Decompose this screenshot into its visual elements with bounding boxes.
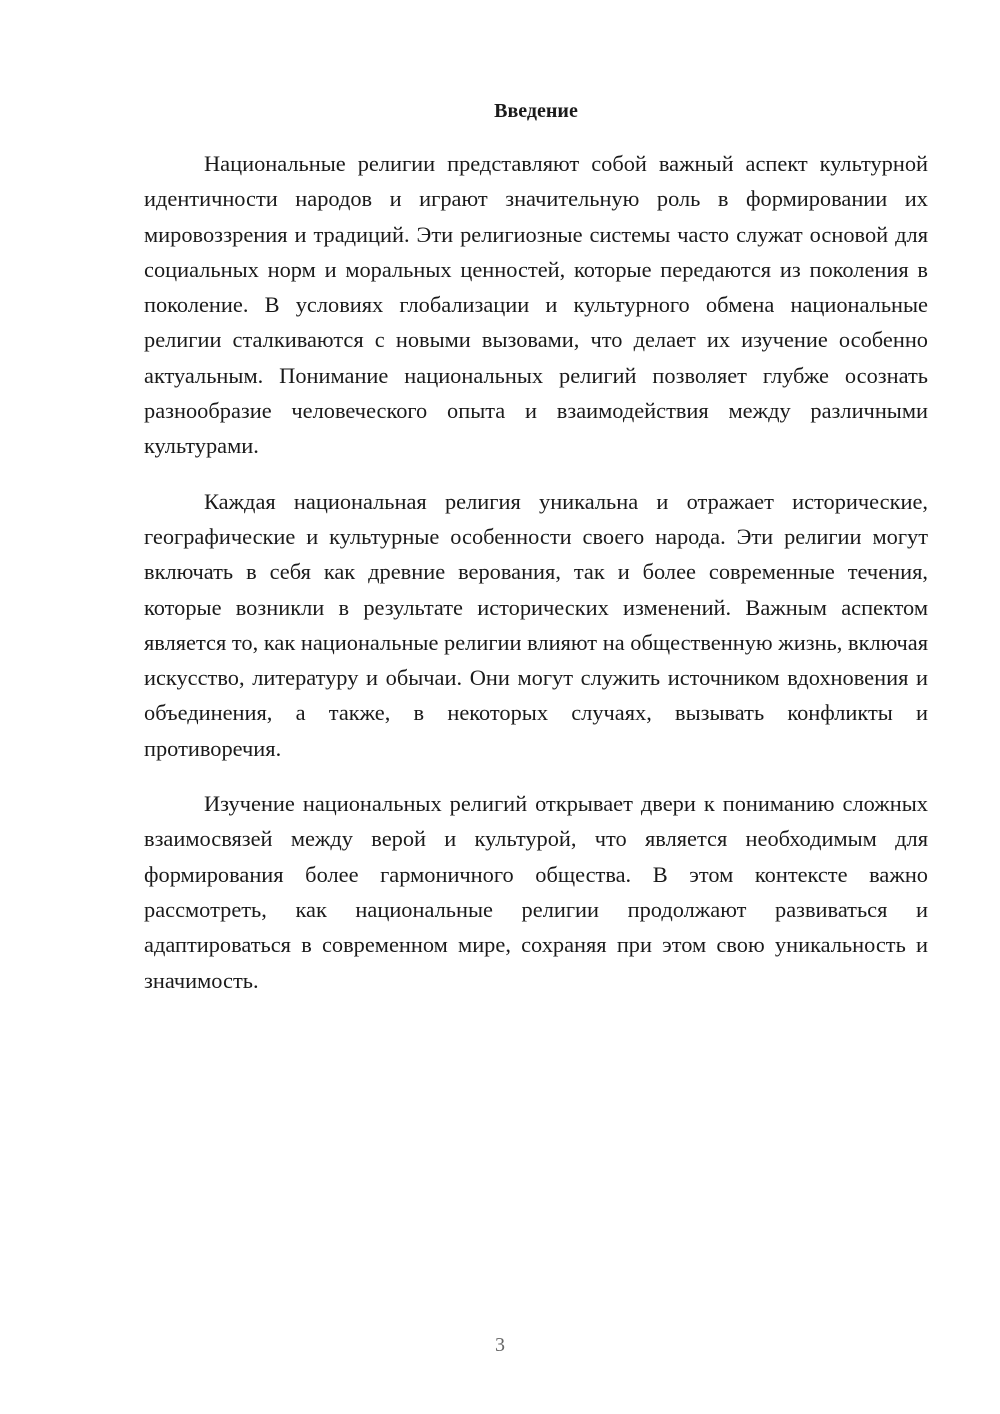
paragraph-3: Изучение национальных религий открывает двери к пониманию сложных взаимосвязей между верой и культурой, что является необходимым для формирования более гармоничного общества. В этом контексте важно рассмотреть, как национальные религии продолжают развиваться и адаптироваться в современном мире, сохраняя при этом свою уникальность и значимость. (144, 791, 928, 993)
page-number: 3 (495, 1334, 505, 1356)
section-heading: Введение (494, 100, 578, 122)
heading-spacer (144, 126, 928, 146)
paragraph-1: Национальные религии представляют собой важный аспект культурной идентичности народов и играют значительную роль в формировании их мировоззрения и традиций. Эти религиозные системы часто служат основой для социальных норм и моральных ценностей, которые передаются из поколения в поколение. В условиях глобализации и культурного обмена национальные религии сталкиваются с новыми вызовами, что делает их изучение особенно актуальным. Понимание национальных религий позволяет глубже осознать разнообразие человеческого опыта и взаимодействия между различными культурами. (144, 151, 928, 459)
paragraph-2: Каждая национальная религия уникальна и отражает исторические, географические и культурные особенности своего народа. Эти религии могут включать в себя как древние верования, так и более современные течения, которые возникли в результате исторических изменений. Важным аспектом является то, как национальные религии влияют на общественную жизнь, включая искусство, литературу и обычаи. Они могут служить источником вдохновения и объединения, а также, в некоторых случаях, вызывать конфликты и противоречия. (144, 488, 928, 761)
page-content (144, 96, 928, 998)
